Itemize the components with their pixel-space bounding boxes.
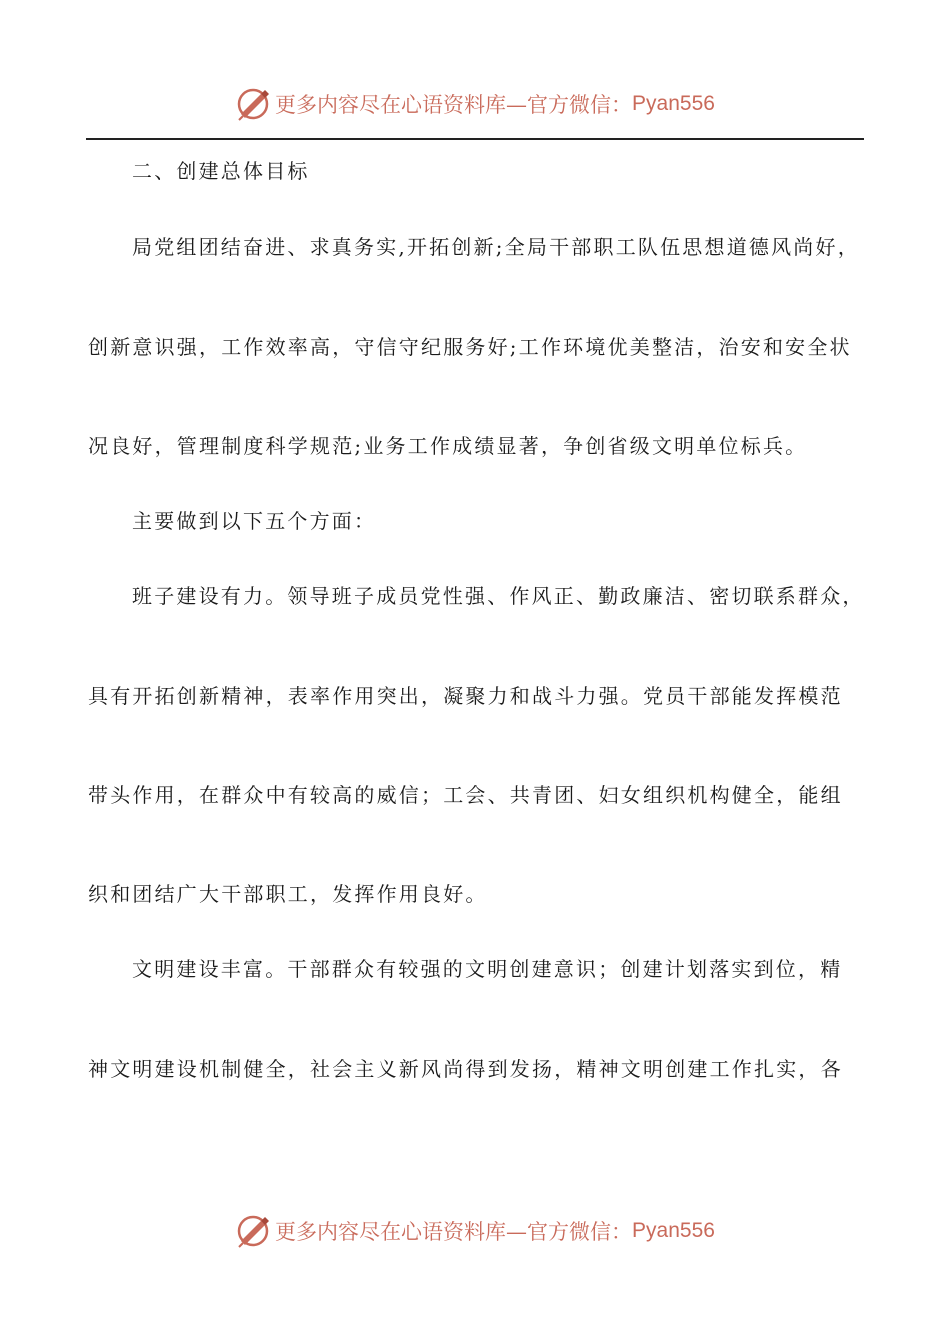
paragraph-line: 带头作用，在群众中有较高的威信；工会、共青团、妇女组织机构健全，能组 [88,783,843,807]
pen-logo-icon [235,86,271,122]
paragraph-line: 文明建设丰富。干部群众有较强的文明创建意识；创建计划落实到位，精 [132,957,843,981]
paragraph-line: 具有开拓创新精神，表率作用突出，凝聚力和战斗力强。党员干部能发挥模范 [88,684,843,708]
paragraph-line: 主要做到以下五个方面： [132,509,377,533]
paragraph-line: 织和团结广大干部职工，发挥作用良好。 [88,882,488,906]
pen-logo-icon [235,1213,271,1249]
banner-wechat-account: Pyan556 [632,1219,715,1242]
banner-wechat-account: Pyan556 [632,92,715,115]
banner-text: 更多内容尽在心语资料库—官方微信： [275,1220,633,1244]
banner-text: 更多内容尽在心语资料库—官方微信： [275,93,633,117]
paragraph-line: 况良好，管理制度科学规范;业务工作成绩显著，争创省级文明单位标兵。 [88,434,808,458]
footer-banner [0,1211,950,1251]
header-banner [0,84,950,124]
paragraph-line: 创新意识强，工作效率高，守信守纪服务好;工作环境优美整洁，治安和安全状 [88,335,852,359]
paragraph-line: 神文明建设机制健全，社会主义新风尚得到发扬，精神文明创建工作扎实，各 [88,1057,843,1081]
section-heading: 二、创建总体目标 [132,159,310,183]
paragraph-line: 局党组团结奋进、求真务实,开拓创新;全局干部职工队伍思想道德风尚好， [132,235,860,259]
paragraph-line: 班子建设有力。领导班子成员党性强、作风正、勤政廉洁、密切联系群众， [132,584,865,608]
header-divider [86,138,864,140]
